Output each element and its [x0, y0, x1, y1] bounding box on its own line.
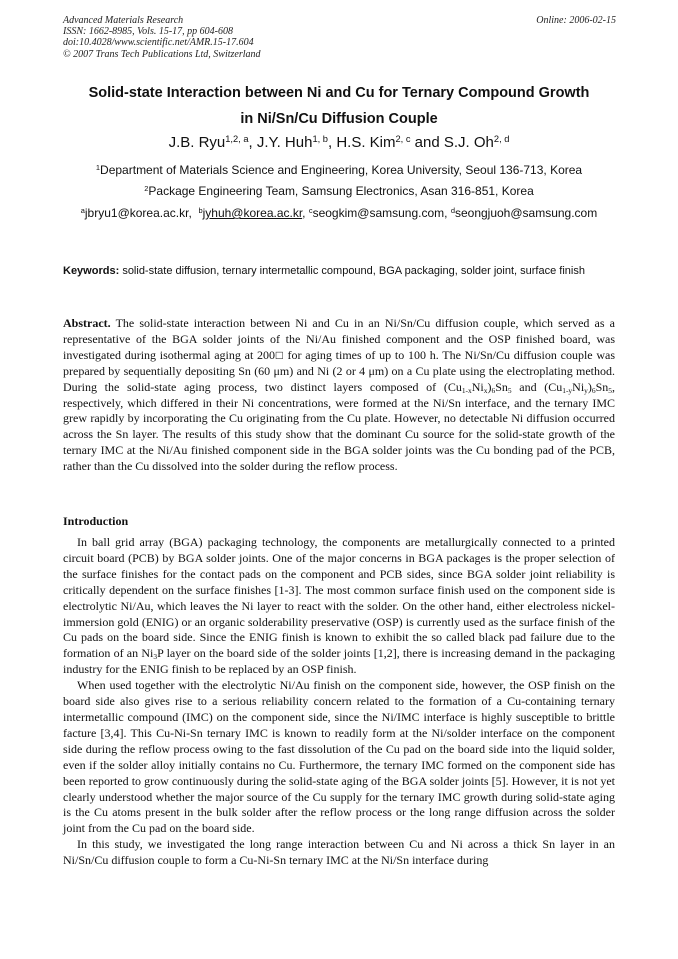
issn-line: ISSN: 1662-8985, Vols. 15-17, pp 604-608 [63, 26, 233, 38]
abstract-block [63, 316, 615, 475]
email-mark: c [308, 205, 313, 215]
abstract-text: for aging times of up to 100 h. The Ni/Sn/Cu diffusion couple was prepared by sequentially depositing Sn (60 μm) and Ni (2 or 4 μm) on a Cu plate using the electroplating method. During the solid-state aging process, two distinct layers composed of (Cu [63, 347, 616, 394]
formula-subscript: 5 [608, 385, 612, 395]
email-link[interactable]: jyhuh@korea.ac.kr [202, 206, 303, 220]
paragraph: When used together with the electrolytic Ni/Au finish on the component side, however, the OSP finish on the board side also gives rise to a serious reliability concern related to the formation of a Cu-containing ternary intermetallic compound (IMC) on the component side, since the Ni/IMC interface is highly susceptible to brittle facture [3,4]. This Cu-Ni-Sn ternary IMC is known to readily form at the Ni/solder interface on the component side during the reflow process owing to the fast dissolution of the Cu pad on the board side into the liquid solder, even if the solder alloy initially contains no Cu. Furthermore, the ternary IMC formed on the component side has been reported to grow continuously during the solid-state aging of the BGA solder joints [5]. However, it is not yet clearly understood whether the major source of the Cu supply for the ternary IMC growth during solid-state aging is the Cu atoms present in the bulk solder after the reflow process or the long range diffusion across the solder joint from the Cu pad on the board side. [63, 678, 615, 836]
author-affil-mark: 1, b [312, 133, 328, 144]
email-mark: b [198, 205, 203, 215]
title-line-1: Solid-state Interaction between Ni and Cu for Ternary Compound Growth [88, 85, 590, 101]
online-date: Online: 2006-02-15 [536, 15, 616, 26]
introduction-body [63, 535, 615, 869]
author-affil-mark: 2, d [493, 133, 510, 144]
formula-subscript: 6 [591, 385, 596, 395]
abstract-text: ) [487, 379, 492, 394]
paper-title [40, 80, 638, 132]
author-affil-mark: 1,2, a [225, 133, 249, 144]
affiliation-mark: 1 [95, 162, 101, 172]
email-mark: d [450, 205, 455, 215]
abstract-text: , respectively, which differed in their Ni concentrations, were formed at the Ni/Sn interface, and the ternary IMC grew rapidly by incorporating the Cu originating from the Cu plate. However, no detectable Ni diffusion occurred across the Sn layer. The results of this study show that the dominant Cu source for the solid-state growth of the ternary IMC at the Ni/Au finished component side in the BGA solder joints was the Cu bonding pad of the PCB, rather than the Cu dissolved into the solder during the reflow process. [63, 379, 615, 474]
formula-subscript: 3 [153, 652, 158, 662]
affiliation-text: Department of Materials Science and Engineering, Korea University, Seoul 136-713, Korea [100, 163, 583, 177]
affiliation-text: Package Engineering Team, Samsung Electronics, Asan 316-851, Korea [148, 184, 534, 198]
keywords-block [63, 264, 615, 280]
keywords-label: Keywords: [63, 265, 120, 277]
formula-subscript: 6 [491, 385, 496, 395]
email-address: seogkim@samsung.com, [312, 206, 448, 220]
abstract-text: Sn [495, 379, 508, 394]
author-conjunction: and [414, 134, 440, 151]
abstract-text: and (Cu [511, 379, 563, 394]
title-line-2: in Ni/Sn/Cu Diffusion Couple [240, 111, 438, 127]
section-heading-introduction: Introduction [63, 514, 129, 528]
paragraph-text: In ball grid array (BGA) packaging technology, the components are metallurgically connected to a printed circuit board (PCB) by BGA solder joints. One of the major concerns in BGA packages is the proper selection of the surface finishes for the contact pads on the component and PCB sides, since BGA solder joint reliability is critically dependent on the surface finishes [1-3]. The most common surface finish used on the component side is electrolytic Ni/Au, which leaves the Ni layer to react with the solder. On the other hand, either electroless nickel-immersion gold (ENIG) or an organic solderability preservative (OSP) is currently used as the surface finish of the Cu pads on the board side. Since the ENIG finish is known to exhibit the so called black pad failure due to the formation of an Ni [63, 535, 615, 661]
abstract-text: Sn [595, 379, 609, 394]
copyright-line: © 2007 Trans Tech Publications Ltd, Switzerland [63, 48, 261, 60]
email-address: jbryu1@korea.ac.kr, [84, 206, 192, 220]
abstract-label: Abstract. [63, 316, 111, 330]
author-emails [0, 206, 678, 220]
formula-subscript: 1-y [562, 385, 573, 395]
formula-subscript: 1-x [461, 385, 472, 395]
journal-header [63, 15, 261, 60]
author-name: H.S. Kim [336, 134, 396, 151]
keywords-text: solid-state diffusion, ternary intermetallic compound, BGA packaging, solder joint, surface finish [122, 265, 585, 277]
affiliation-mark: 2 [144, 183, 149, 193]
abstract-text: ) [587, 379, 592, 394]
author-affil-mark: 2, c [395, 133, 411, 144]
author-name: J.B. Ryu [168, 134, 226, 151]
email-mark: a [80, 205, 85, 215]
author-name: S.J. Oh [443, 134, 494, 151]
formula-subscript: y [584, 385, 588, 395]
author-name: J.Y. Huh [256, 134, 313, 151]
abstract-text: Ni [572, 379, 585, 394]
email-address: seongjuoh@samsung.com [454, 206, 598, 220]
journal-name: Advanced Materials Research [63, 15, 184, 26]
doi-line: doi:10.4028/www.scientific.net/AMR.15-17.604 [63, 37, 254, 49]
email-separator: , [302, 206, 306, 220]
abstract-text: Ni [471, 379, 484, 394]
affiliation-1 [0, 163, 678, 177]
missing-degree-glyph: □ [275, 347, 284, 362]
paragraph [63, 535, 615, 678]
affiliation-2 [0, 184, 678, 198]
formula-subscript: x [483, 385, 488, 395]
formula-subscript: 5 [507, 385, 512, 395]
paragraph: In this study, we investigated the long range interaction between Cu and Ni across a thick Sn layer in an Ni/Sn/Cu diffusion couple to form a Cu-Ni-Sn ternary IMC at the Ni/Sn interface during [63, 837, 615, 868]
paragraph-text: P layer on the board side of the solder joints [1,2], there is increasing demand in the packaging industry for the ENIG finish to be replaced by an OSP finish. [63, 646, 615, 677]
abstract-text: The solid-state interaction between Ni and Cu in an Ni/Sn/Cu diffusion couple, which served as a representative of the BGA solder joints of the Ni/Au finished component and the OSP finished board, was investigated during isothermal aging at 200 [63, 316, 615, 362]
author-list: J.B. Ryu$^{1,2, a}$, J.Y. Huh$^{1, b}$, H.S. Kim$^{2, c}$ and S.J. Oh$^{2, d}$ [168, 133, 510, 151]
